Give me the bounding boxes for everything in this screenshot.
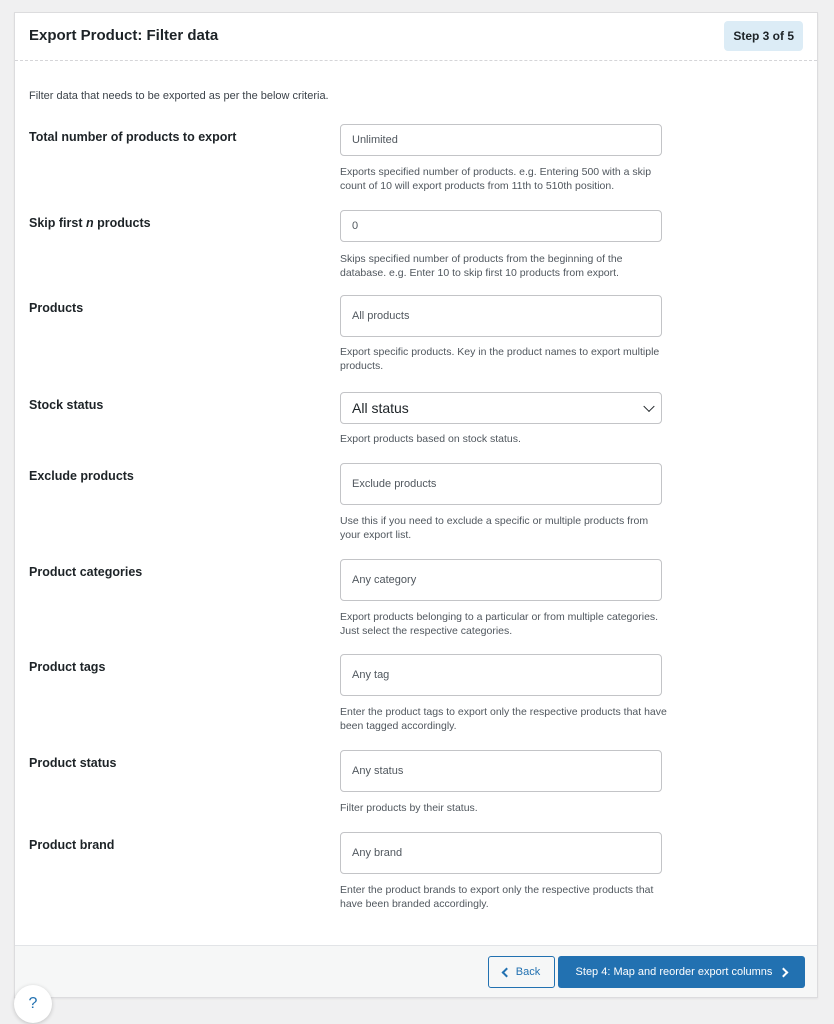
chevron-left-icon <box>501 967 511 977</box>
stock-status-value: All status <box>352 400 409 416</box>
page-title: Export Product: Filter data <box>29 27 219 44</box>
skip-products-input[interactable]: 0 <box>340 210 662 242</box>
label-exclude-products: Exclude products <box>29 469 134 483</box>
exclude-products-select[interactable]: Exclude products <box>340 463 662 505</box>
help-product-brand: Enter the product brands to export only the respective products that have been branded accordingly. <box>340 884 654 910</box>
panel-footer <box>15 945 817 997</box>
intro-text: Filter data that needs to be exported as per the below criteria. <box>29 90 329 102</box>
stock-status-select[interactable] <box>340 392 662 424</box>
label-stock-status: Stock status <box>29 398 104 412</box>
panel-header <box>15 13 817 61</box>
label-product-status: Product status <box>29 756 117 770</box>
label-skip-products: Skip first n products <box>29 216 151 230</box>
help-exclude-products: Use this if you need to exclude a specific or multiple products from your export list. <box>340 515 649 541</box>
total-products-input[interactable]: Unlimited <box>340 124 662 156</box>
back-button[interactable] <box>488 956 555 988</box>
next-step-button-label: Step 4: Map and reorder export columns <box>575 966 773 978</box>
help-total-products: Exports specified number of products. e.g. Entering 500 with a skip count of 10 will export products from 11th to 510th position. <box>340 166 652 192</box>
chevron-down-icon <box>643 401 654 412</box>
products-select[interactable]: All products <box>340 295 662 337</box>
help-question-icon[interactable]: ? <box>14 985 52 1023</box>
help-skip-products: Skips specified number of products from the beginning of the database. e.g. Enter 10 to skip first 10 products from export. <box>340 253 623 279</box>
help-products: Export specific products. Key in the product names to export multiple products. <box>340 346 660 372</box>
step-badge: Step 3 of 5 <box>724 21 803 51</box>
product-categories-select[interactable]: Any category <box>340 559 662 601</box>
back-button-label: Back <box>515 966 541 978</box>
help-product-status: Filter products by their status. <box>340 802 478 814</box>
label-product-tags: Product tags <box>29 660 106 674</box>
next-step-button[interactable] <box>558 956 805 988</box>
help-stock-status: Export products based on stock status. <box>340 433 521 445</box>
chevron-right-icon <box>779 967 789 977</box>
product-tags-select[interactable]: Any tag <box>340 654 662 696</box>
help-product-categories: Export products belonging to a particular or from multiple categories. Just select the respective categories. <box>340 611 659 637</box>
label-product-categories: Product categories <box>29 565 143 579</box>
product-brand-select[interactable]: Any brand <box>340 832 662 874</box>
label-products: Products <box>29 301 84 315</box>
label-product-brand: Product brand <box>29 838 115 852</box>
help-product-tags: Enter the product tags to export only the respective products that have been tagged accordingly. <box>340 706 667 732</box>
label-total-products: Total number of products to export <box>29 130 237 144</box>
export-filter-panel <box>14 12 818 998</box>
product-status-select[interactable]: Any status <box>340 750 662 792</box>
